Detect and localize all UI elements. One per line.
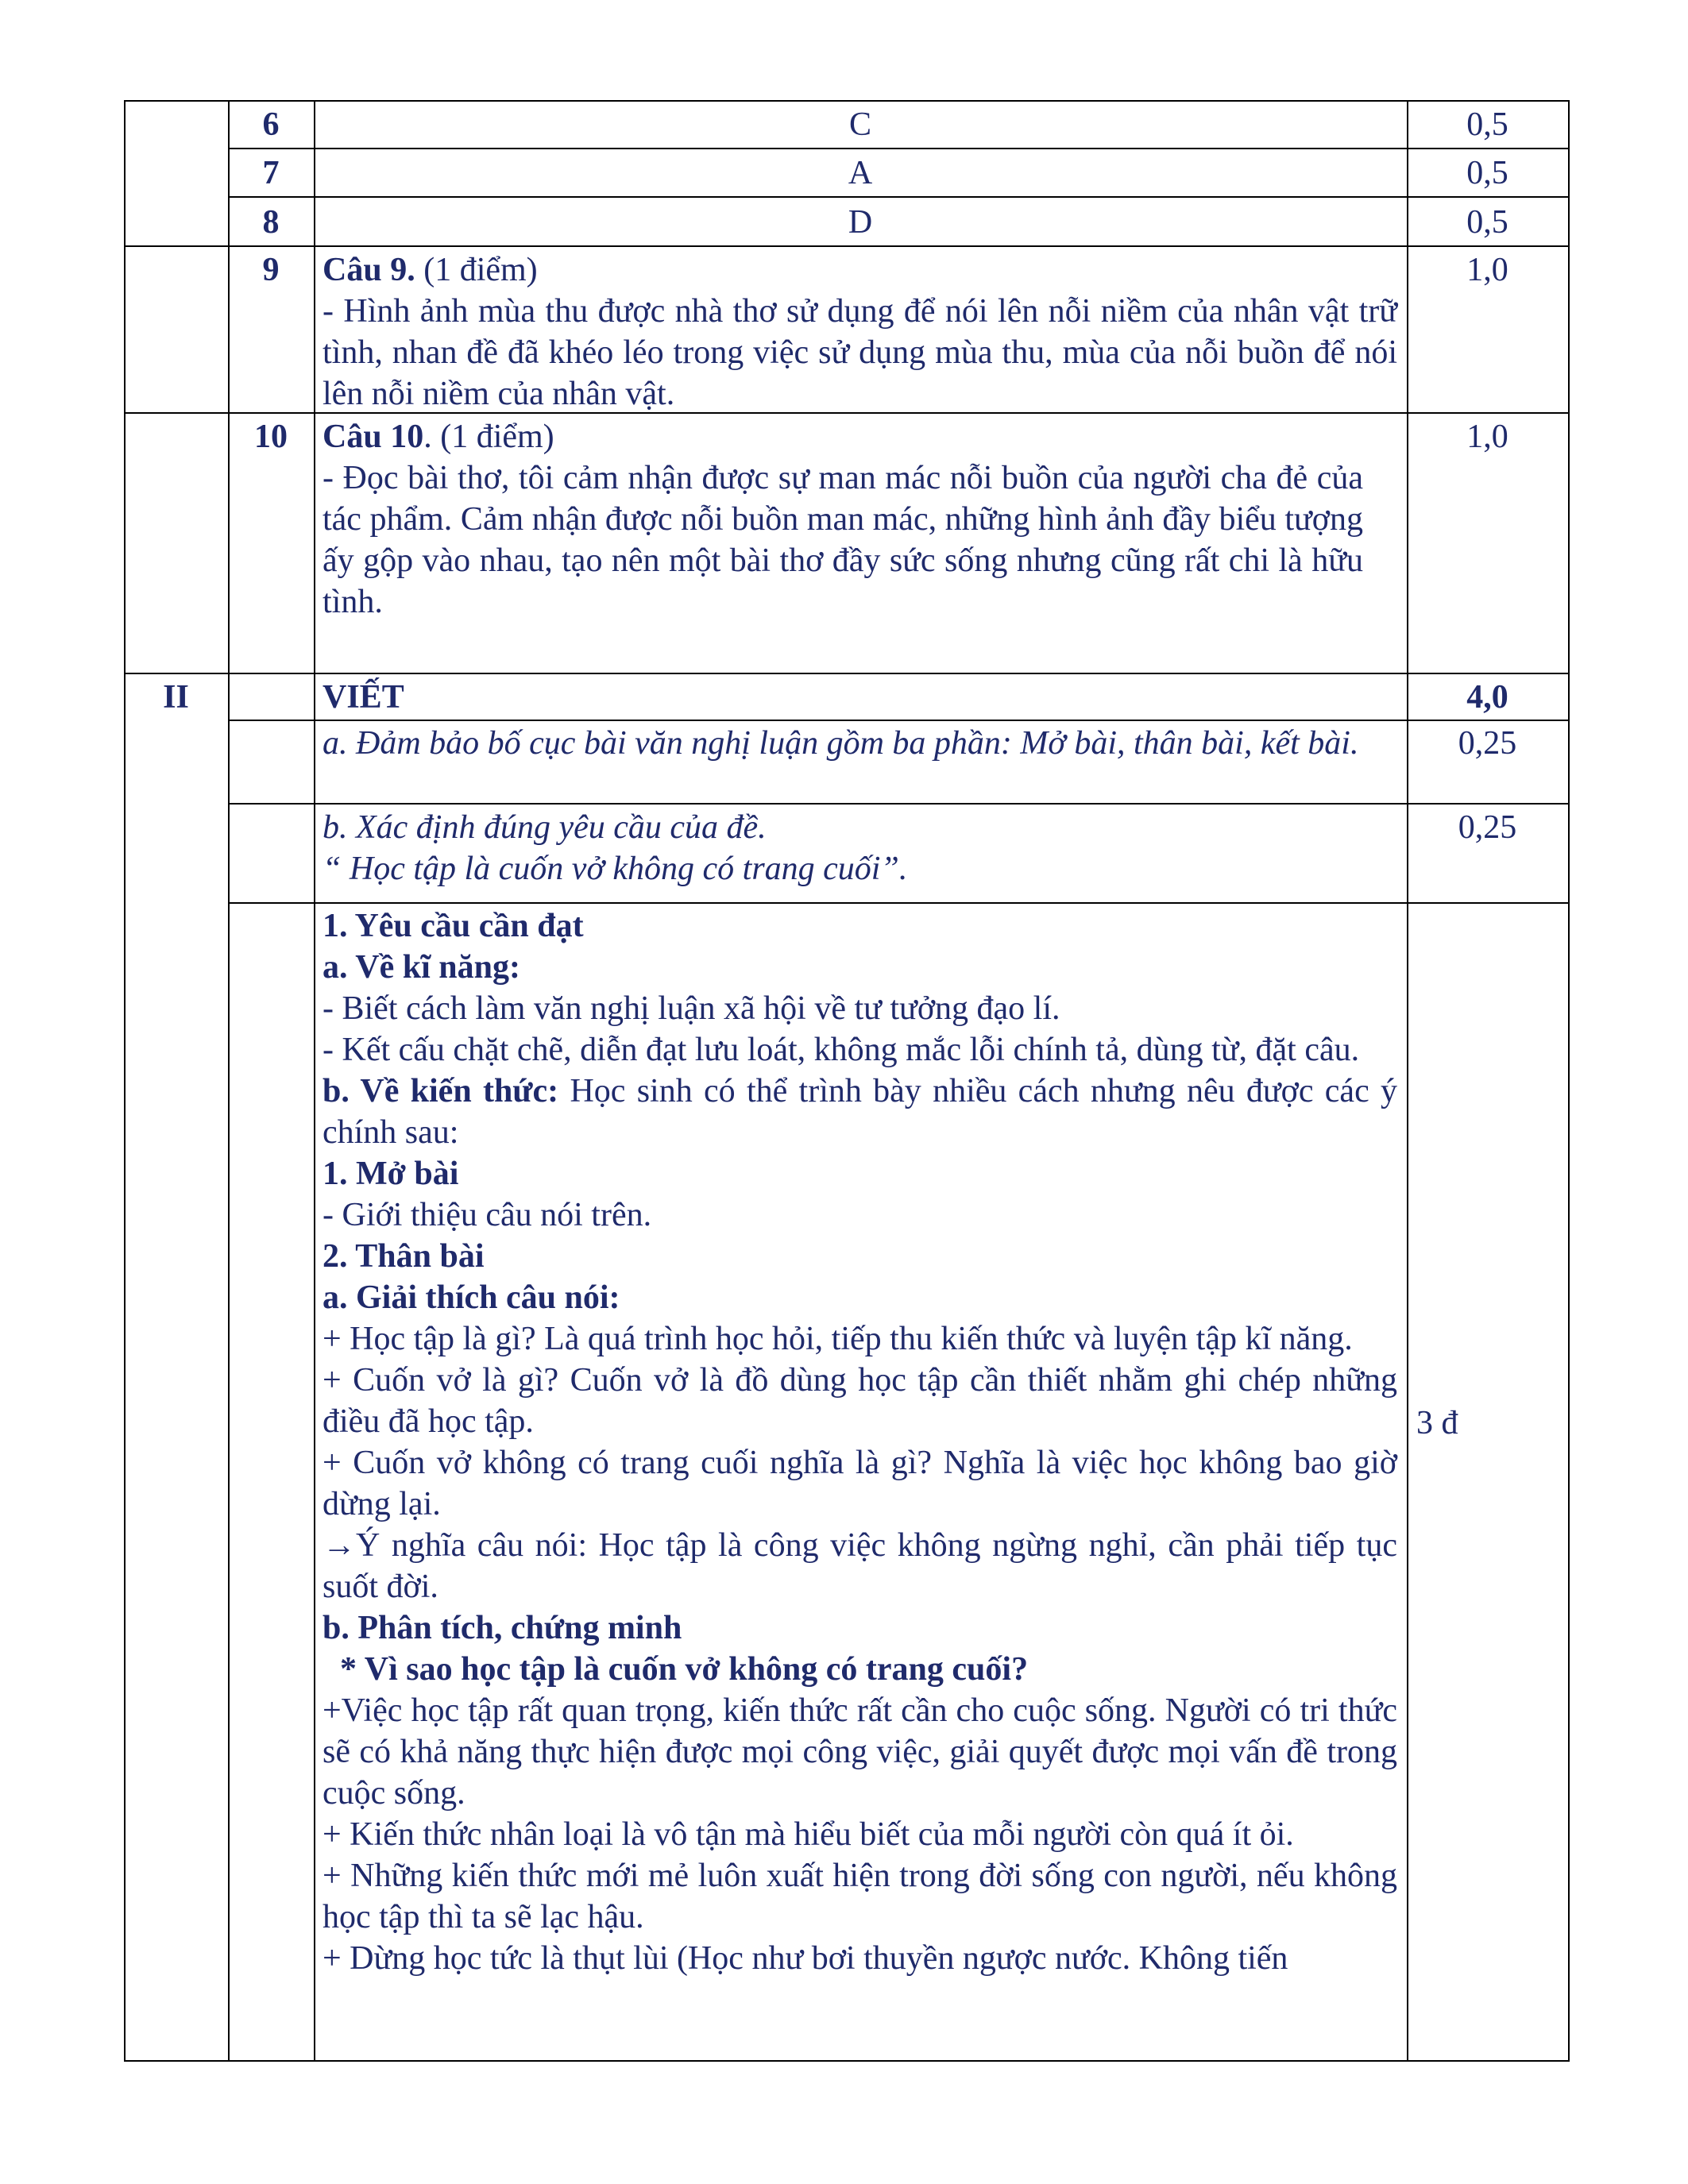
inline-label: b. Về kiến thức:: [323, 1073, 559, 1109]
question-number: 6: [262, 106, 280, 143]
section-score: 4,0: [1466, 679, 1508, 716]
row-border: [228, 720, 1570, 721]
row-border: [228, 196, 1570, 198]
table-border-right: [1568, 100, 1570, 2062]
question-9-answer: [323, 249, 1397, 415]
heading: 1. Yêu cầu cần đạt: [323, 908, 584, 944]
score-cell: 1,0: [1466, 419, 1508, 455]
answer-text: - Hình ảnh mùa thu được nhà thơ sử dụng để nói lên nỗi niềm của nhân vật trữ tình, nhan đề đã khéo léo trong việc sử dụng mùa thu, mùa của nỗi buồn để nói lên nỗi niềm của nhân vật.: [323, 293, 1397, 412]
criterion-a: a. Đảm bảo bố cục bài văn nghị luận gồm ba phần: Mở bài, thân bài, kết bài.: [323, 725, 1359, 762]
question-title: Câu 10: [323, 419, 424, 455]
list-item: +Việc học tập rất quan trọng, kiến thức rất cần cho cuộc sống. Người có tri thức sẽ có khả năng thực hiện được mọi công việc, giải quyết được mọi vấn đề trong cuộc sống.: [323, 1692, 1397, 1812]
question-number: 7: [262, 155, 280, 191]
table-border-col1: [228, 100, 230, 2062]
list-item: + Kiến thức nhân loại là vô tận mà hiểu biết của mỗi người còn quá ít ỏi.: [323, 1816, 1294, 1853]
criterion-b-line: b. Xác định đúng yêu cầu của đề.: [323, 809, 767, 846]
score-cell: 0,5: [1466, 204, 1508, 241]
question-points: . (1 điểm): [423, 419, 554, 455]
question-number: 9: [262, 252, 280, 288]
score-cell: 0,5: [1466, 155, 1508, 191]
score-cell: 0,25: [1458, 809, 1517, 846]
row-border: [124, 2060, 1570, 2062]
list-item: + Học tập là gì? Là quá trình học hỏi, tiếp thu kiến thức và luyện tập kĩ năng.: [323, 1321, 1353, 1357]
answer-letter: C: [848, 106, 871, 143]
row-border: [124, 673, 1570, 674]
answer-letter: D: [848, 204, 873, 241]
table-border-col3: [1407, 100, 1408, 2062]
list-item: - Kết cấu chặt chẽ, diễn đạt lưu loát, không mắc lỗi chính tả, dùng từ, đặt câu.: [323, 1032, 1360, 1068]
question-title: Câu 9.: [323, 252, 415, 288]
score-cell: 0,5: [1466, 106, 1508, 143]
answer-text: - Đọc bài thơ, tôi cảm nhận được sự man mác nỗi buồn của người cha đẻ của tác phẩm. Cảm nhận được nỗi buồn man mác, những hình ảnh đầy biểu tượng ấy gộp vào nhau, tạo nên một bài thơ đầy sức sống nhưng cũng rất chi là hữu tình.: [323, 460, 1363, 620]
question-points: (1 điểm): [415, 252, 538, 288]
section-roman-numeral: II: [163, 679, 189, 716]
heading: * Vì sao học tập là cuốn vở không có trang cuối?: [340, 1651, 1029, 1688]
row-border: [228, 803, 1570, 805]
list-item: [323, 1525, 1397, 1607]
score-cell: 3 đ: [1416, 1405, 1458, 1441]
row-border: [228, 148, 1570, 149]
heading: a. Giải thích câu nói:: [323, 1279, 620, 1316]
list-item: [323, 1071, 1397, 1153]
row-border: [124, 245, 1570, 247]
row-border: [124, 100, 1570, 102]
arrow-icon: →: [323, 1527, 356, 1564]
list-item: + Dừng học tức là thụt lùi (Học như bơi thuyền ngược nước. Không tiến: [323, 1940, 1288, 1977]
question-number: 8: [262, 204, 280, 241]
table-border-col2: [314, 100, 315, 2062]
score-cell: 0,25: [1458, 725, 1517, 762]
list-item: + Cuốn vở không có trang cuối nghĩa là gì? Nghĩa là việc học không bao giờ dừng lại.: [323, 1445, 1397, 1522]
essay-requirements: [323, 905, 1397, 1979]
table-border-left: [124, 100, 126, 2062]
list-item: - Giới thiệu câu nói trên.: [323, 1197, 652, 1233]
heading: b. Phân tích, chứng minh: [323, 1610, 682, 1646]
inline-text: Ý nghĩa câu nói: Học tập là công việc không ngừng nghỉ, cần phải tiếp tục suốt đời.: [323, 1527, 1397, 1605]
criterion-b: [323, 807, 1397, 889]
answer-letter: A: [848, 155, 873, 191]
list-item: + Những kiến thức mới mẻ luôn xuất hiện trong đời sống con người, nếu không học tập thì ta sẽ lạc hậu.: [323, 1858, 1397, 1935]
section-title: VIẾT: [323, 679, 404, 716]
heading: 1. Mở bài: [323, 1156, 459, 1192]
criterion-b-quote: “ Học tập là cuốn vở không có trang cuối”.: [323, 851, 908, 887]
heading: a. Về kĩ năng:: [323, 949, 520, 986]
heading: 2. Thân bài: [323, 1238, 485, 1275]
inline-text: Học sinh có thể trình bày nhiều cách nhưng nêu được các ý chính sau:: [323, 1073, 1397, 1151]
answer-key-table: [124, 100, 1570, 2062]
question-10-answer: [323, 416, 1363, 623]
list-item: + Cuốn vở là gì? Cuốn vở là đồ dùng học tập cần thiết nhằm ghi chép những điều đã học tập.: [323, 1362, 1397, 1440]
row-border: [228, 902, 1570, 904]
question-number: 10: [254, 419, 288, 455]
list-item: - Biết cách làm văn nghị luận xã hội về tư tưởng đạo lí.: [323, 990, 1060, 1027]
score-cell: 1,0: [1466, 252, 1508, 288]
